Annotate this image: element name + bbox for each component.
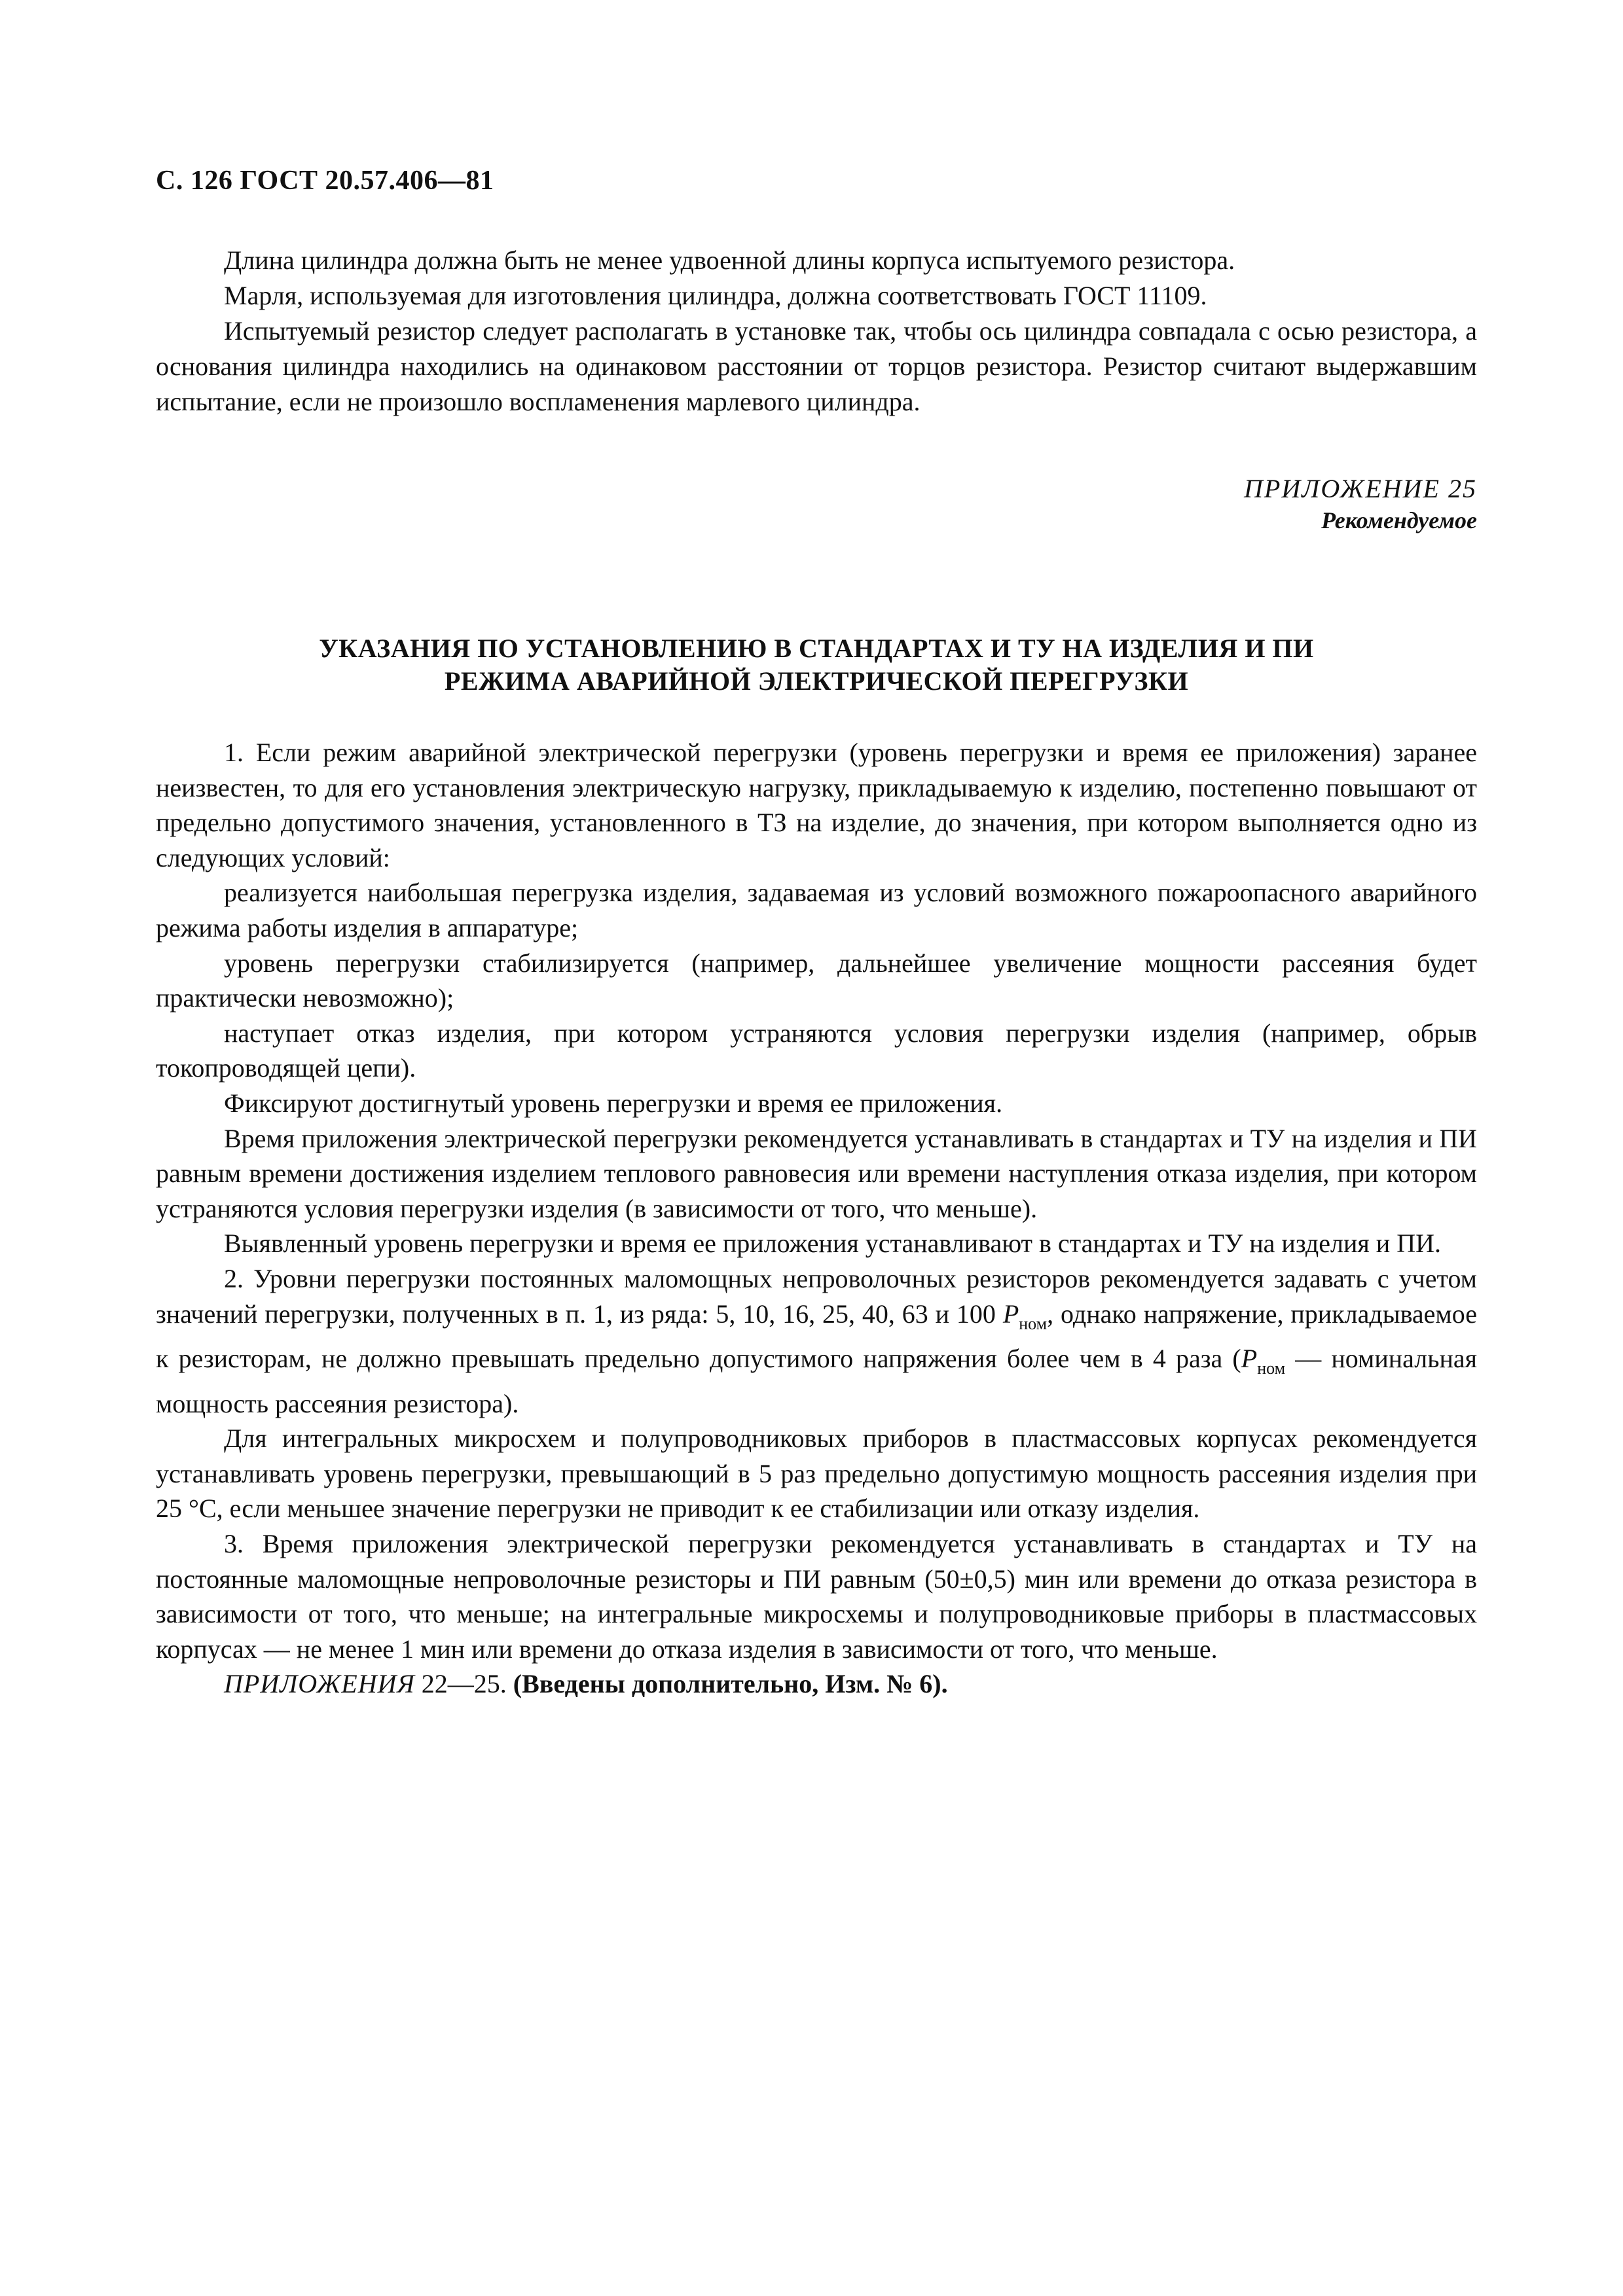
paragraph: Марля, используемая для изготовления цилиндра, должна соответствовать ГОСТ 11109. [224,281,1207,310]
power-subscript: ном [1257,1359,1286,1378]
title-line-1: УКАЗАНИЯ ПО УСТАНОВЛЕНИЮ В СТАНДАРТАХ И ТУ НА ИЗДЕЛИЯ И ПИ [319,634,1314,663]
paragraph: Время приложения электрической перегрузки рекомендуется устанавливать в стандартах и ТУ на изделия и ПИ равным времени достижения изделием теплового равновесия или времени наступления отказа изделия, при котором устраняются условия перегрузки изделия (в зависимости от того, что меньше). [156,1123,1477,1223]
paragraph: наступает отказ изделия, при котором устраняются условия перегрузки изделия (например, обрыв токопроводящей цепи). [156,1018,1477,1083]
appendices-note [156,1666,1477,1702]
text-run: 2. Уровни перегрузки постоянных маломощных непроволочных резисторов рекомендуется задавать с учетом значений перегрузки, полученных в п. 1, из ряда: 5, 10, 16, 25, 40, 63 и 100 [156,1263,1477,1329]
text-run: — номинальная мощность рассеяния резистора). [156,1344,1478,1418]
paragraph-overload-levels [156,1261,1477,1421]
appendix-number: ПРИЛОЖЕНИЕ 25 [1244,474,1477,503]
main-section [156,735,1477,1702]
paragraph: Длина цилиндра должна быть не менее удвоенной длины корпуса испытуемого резистора. [224,245,1235,275]
note-range: 22—25. [414,1669,513,1699]
paragraph: Для интегральных микросхем и полупроводниковых приборов в пластмассовых корпусах рекомендуется устанавливать уровень перегрузки, превышающий в 5 раз предельно допустимую мощность рассеяния изделия при 25 °С, если меньшее значение перегрузки не приводит к ее стабилизации или отказу изделия. [156,1424,1477,1524]
paragraph: 3. Время приложения электрической перегрузки рекомендуется устанавливать в стандартах и ТУ на постоянные маломощные непроволочные резисторы и ПИ равным (50±0,5) мин или времени до отказа резистора в зависимости от того, что меньше; на интегральные микросхемы и полупроводниковые приборы в пластмассовых корпусах — не менее 1 мин или времени до отказа изделия в зависимости от того, что меньше. [156,1529,1477,1664]
paragraph: Выявленный уровень перегрузки и время ее приложения устанавливают в стандартах и ТУ на изделия и ПИ. [224,1229,1441,1259]
intro-section [156,243,1477,420]
page-header: С. 126 ГОСТ 20.57.406—81 [156,166,494,196]
power-symbol: P [1241,1344,1258,1374]
title-line-2: РЕЖИМА АВАРИЙНОЙ ЭЛЕКТРИЧЕСКОЙ ПЕРЕГРУЗКИ [444,666,1189,696]
appendix-label-block [1244,473,1477,535]
appendix-type: Рекомендуемое [1321,507,1477,533]
section-title [156,632,1477,698]
paragraph: реализуется наибольшая перегрузка изделия, задаваемая из условий возможного пожароопасного аварийного режима работы изделия в аппаратуре; [156,878,1477,942]
paragraph: 1. Если режим аварийной электрической перегрузки (уровень перегрузки и время ее приложения) заранее неизвестен, то для его установления электрическую нагрузку, прикладываемую к изделию, постепенно повышают от предельно допустимого значения, установленного в ТЗ на изделие, до значения, при котором выполняется одно из следующих условий: [156,738,1477,872]
paragraph: Фиксируют достигнутый уровень перегрузки и время ее приложения. [224,1088,1003,1118]
paragraph: уровень перегрузки стабилизируется (например, дальнейшее увеличение мощности рассеяния будет практически невозможно); [156,948,1477,1013]
paragraph: Испытуемый резистор следует располагать в установке так, чтобы ось цилиндра совпадала с осью резистора, а основания цилиндра находились на одинаковом расстоянии от торцов резистора. Резистор считают выдержавшим испытание, если не произошло воспламенения марлевого цилиндра. [156,316,1477,416]
note-amendment: (Введены дополнительно, Изм. № 6). [513,1669,948,1699]
text-run: , однако напряжение, прикладываемое к резисторам, не должно превышать предельно допустимого напряжения более чем в 4 раза ( [156,1299,1477,1374]
power-subscript: ном [1019,1314,1048,1333]
power-symbol: P [1002,1299,1019,1329]
note-label: ПРИЛОЖЕНИЯ [224,1669,415,1699]
